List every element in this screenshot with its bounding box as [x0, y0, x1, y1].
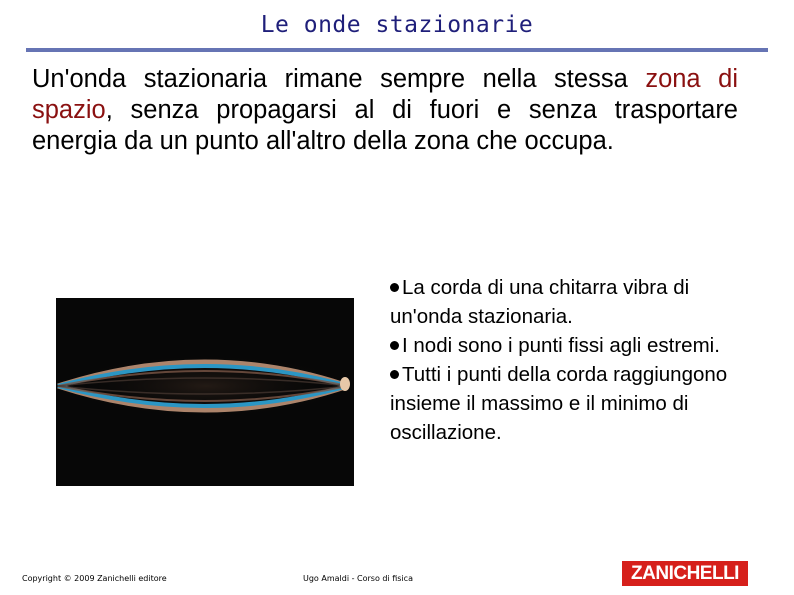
round-bullet-icon: [390, 341, 399, 350]
bullet-list: [390, 273, 740, 447]
round-bullet-icon: [390, 283, 399, 292]
bullet-item: [390, 331, 740, 360]
round-bullet-icon: [390, 370, 399, 379]
bullet-item: [390, 273, 740, 331]
author-text: Ugo Amaldi - Corso di fisica: [303, 574, 413, 583]
vibrating-string-photo: [56, 298, 354, 486]
bullet-text: La corda di una chitarra vibra di un'onda stazionaria.: [390, 276, 690, 328]
copyright-text: Copyright © 2009 Zanichelli editore: [22, 574, 167, 583]
intro-text-end: , senza propagarsi al di fuori e senza trasportare energia da un punto all'altro della zona che occupa.: [32, 96, 738, 155]
intro-text-start: Un'onda stazionaria rimane sempre nella stessa: [32, 65, 646, 93]
slide-title: Le onde stazionarie: [260, 12, 534, 38]
bullet-item: [390, 360, 740, 447]
intro-paragraph: [32, 64, 738, 157]
standing-wave-image: [56, 298, 354, 486]
title-divider: [26, 48, 768, 52]
intro-highlight: zona di spazio: [32, 65, 738, 124]
bullet-text: Tutti i punti della corda raggiungono insieme il massimo e il minimo di oscillazione.: [390, 363, 728, 444]
bullet-text: I nodi sono i punti fissi agli estremi.: [402, 334, 720, 357]
zanichelli-logo: ZANICHELLI: [622, 561, 748, 586]
